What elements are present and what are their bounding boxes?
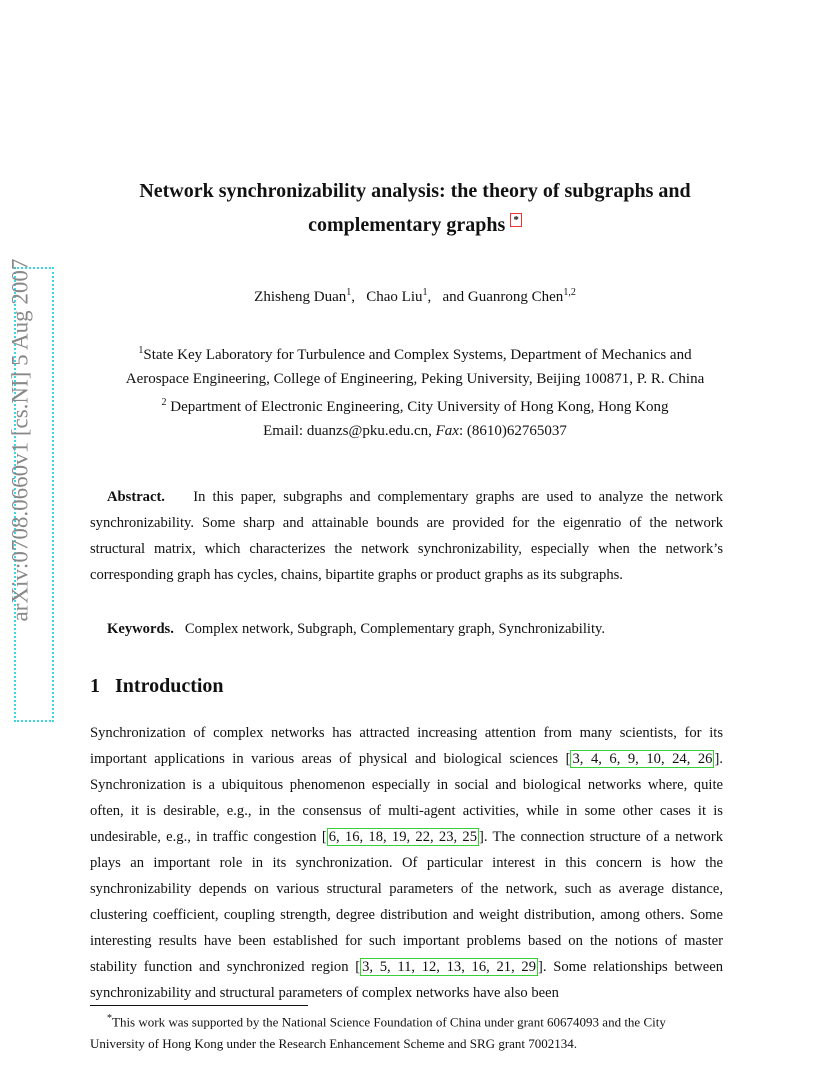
footnote-link[interactable]: * xyxy=(510,213,522,227)
intro-paragraph: Synchronization of complex networks has attracted increasing attention from many scientists, for its important applications in various areas of physical and biological sciences [ 3, 4, 6, 9, 10, 24, 26 ]. Synchronization is a ubiquitous phenomenon especially in social and biological networks where, quite often, it is desirable, e.g., in the consensus of multi-agent activities, while in some other cases it is undesirable, e.g., in traffic congestion [ 6, 16, 18, 19, 22, 23, 25 ]. The connection structure of a network plays an important role in its synchronization. Of particular interest in this concern is how the synchronizability depends on various structural parameters of the network, such as average distance, clustering coefficient, coupling strength, degree distribution and weight distribution, among others. Some interesting results have been established for such important problems based on the notions of master stability function and synchronized region [ 3, 5, 11, 12, 13, 16, 21, 29 ]. Some relationships between synchronizability and structural parameters of complex networks have also been xyxy=(90,725,724,1001)
footnote-rule xyxy=(90,1005,308,1006)
affiliation-2: $^2$ Department of Electronic Engineering, City University of Hong Kong, Hong Kong xyxy=(161,397,669,415)
paper-title-line1: Network synchronizability analysis: the theory of subgraphs and xyxy=(139,180,691,202)
citation-link[interactable]: 6, 16, 18, 19, 22, 23, 25 xyxy=(328,829,477,845)
affiliation-1-cont: Aerospace Engineering, College of Engineering, Peking University, Beijing 100871, P. R. China xyxy=(125,371,705,387)
citation-link[interactable]: 3, 5, 11, 12, 13, 16, 21, 29 xyxy=(362,959,536,975)
arxiv-identifier: arXiv:0708.0660v1 [cs.NI] 5 Aug 2007 xyxy=(7,258,33,622)
citation-link[interactable]: 3, 4, 6, 9, 10, 24, 26 xyxy=(572,751,713,767)
keywords: Keywords. Complex network, Subgraph, Complementary graph, Synchronizability. xyxy=(107,621,606,637)
footnote: *This work was supported by the National Science Foundation of China under grant 60674093 and the City University of Hong Kong under the Research Enhancement Scheme and SRG grant 7002134. xyxy=(90,1013,666,1052)
abstract: Abstract. In this paper, subgraphs and complementary graphs are used to analyze the network synchronizability. Some sharp and attainable bounds are provided for the eigenratio of the network structural matrix, which characterizes the network synchronizability, especially when the network’s corresponding graph has cycles, chains, bipartite graphs or product graphs as its subgraphs. xyxy=(90,489,723,583)
contact-line: Email: duanzs@pku.edu.cn, Fax: (8610)62765037 xyxy=(263,423,567,439)
affiliation-1: $^1$State Key Laboratory for Turbulence and Complex Systems, Department of Mechanics and xyxy=(138,345,692,363)
author-list: Zhisheng Duan$^1$, Chao Liu$^1$, and Guanrong Chen$^{1,2}$ xyxy=(254,287,576,305)
section-heading: 1 Introduction xyxy=(90,675,224,697)
paper-title-line2: complementary graphs * xyxy=(60,214,770,237)
